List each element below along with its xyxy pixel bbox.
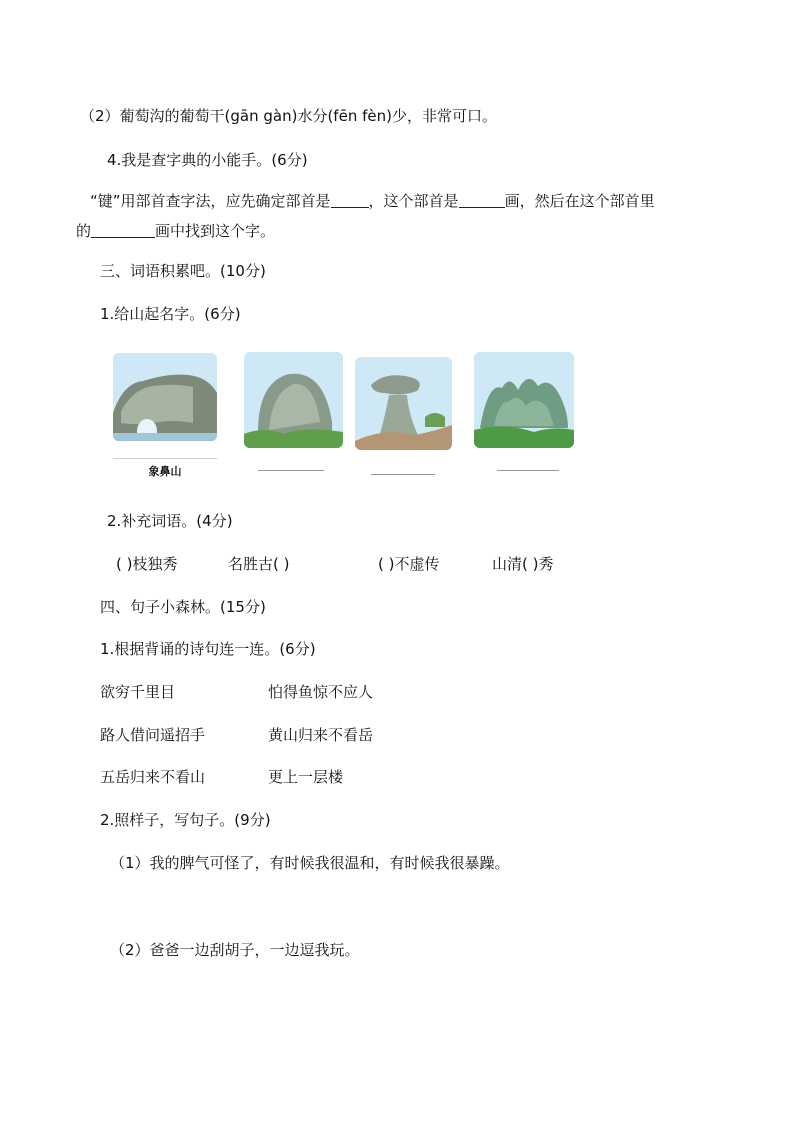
phrase-fill-1[interactable]: ( )枝独秀: [116, 555, 178, 573]
answer-line-3[interactable]: [371, 474, 435, 475]
section-3-title: 三、词语积累吧。(10分): [100, 262, 266, 280]
phrase-fill-4[interactable]: 山清( )秀: [492, 555, 554, 573]
mountain-picture-1: [113, 353, 217, 441]
poem-left-2[interactable]: 路人借问遥招手: [100, 726, 206, 744]
q4-text-e: 画中找到这个字。: [155, 222, 276, 240]
q4-text-b: ，这个部首是: [368, 192, 459, 210]
section-4-q1-title: 1.根据背诵的诗句连一连。(6分): [100, 640, 316, 658]
mountain-picture-4: [474, 352, 574, 448]
question-4-text-line1: [90, 191, 655, 211]
phrase-fill-3[interactable]: ( )不虚传: [378, 555, 440, 573]
section-3-q2-title: 2.补充词语。(4分): [107, 512, 233, 530]
question-4-text-line2: [76, 221, 275, 241]
phrase-fill-2[interactable]: 名胜古( ): [228, 555, 290, 573]
mountain-caption: 象鼻山: [113, 458, 217, 485]
remaining-strokes-blank[interactable]: [91, 221, 155, 238]
sentence-example-2: （2）爸爸一边刮胡子，一边逗我玩。: [110, 941, 360, 959]
q4-text-a: “键”用部首查字法，应先确定部首是: [90, 192, 331, 210]
question-grapes: （2）葡萄沟的葡萄干(gān gàn)水分(fēn fèn)少，非常可口。: [80, 107, 497, 125]
poem-left-3[interactable]: 五岳归来不看山: [100, 768, 206, 786]
q4-text-d: 的: [76, 222, 92, 240]
sentence-example-1: （1）我的脾气可怪了，有时候我很温和，有时候我很暴躁。: [110, 854, 510, 872]
poem-left-1[interactable]: 欲穷千里目: [100, 683, 176, 701]
section-4-title: 四、句子小森林。(15分): [100, 598, 266, 616]
stroke-count-blank[interactable]: [459, 191, 505, 208]
section-4-q2-title: 2.照样子，写句子。(9分): [100, 811, 271, 829]
poem-right-3[interactable]: 更上一层楼: [268, 768, 344, 786]
question-4-title: 4.我是查字典的小能手。(6分): [107, 151, 308, 169]
radical-blank[interactable]: [331, 191, 369, 208]
poem-right-2[interactable]: 黄山归来不看岳: [268, 726, 374, 744]
q4-text-c: 画，然后在这个部首里: [504, 192, 655, 210]
poem-right-1[interactable]: 怕得鱼惊不应人: [268, 683, 374, 701]
answer-line-4[interactable]: [497, 470, 559, 471]
answer-line-2[interactable]: [258, 470, 324, 471]
section-3-q1-title: 1.给山起名字。(6分): [100, 305, 241, 323]
mountain-picture-3: [355, 357, 452, 450]
mountain-picture-2: [244, 352, 343, 448]
